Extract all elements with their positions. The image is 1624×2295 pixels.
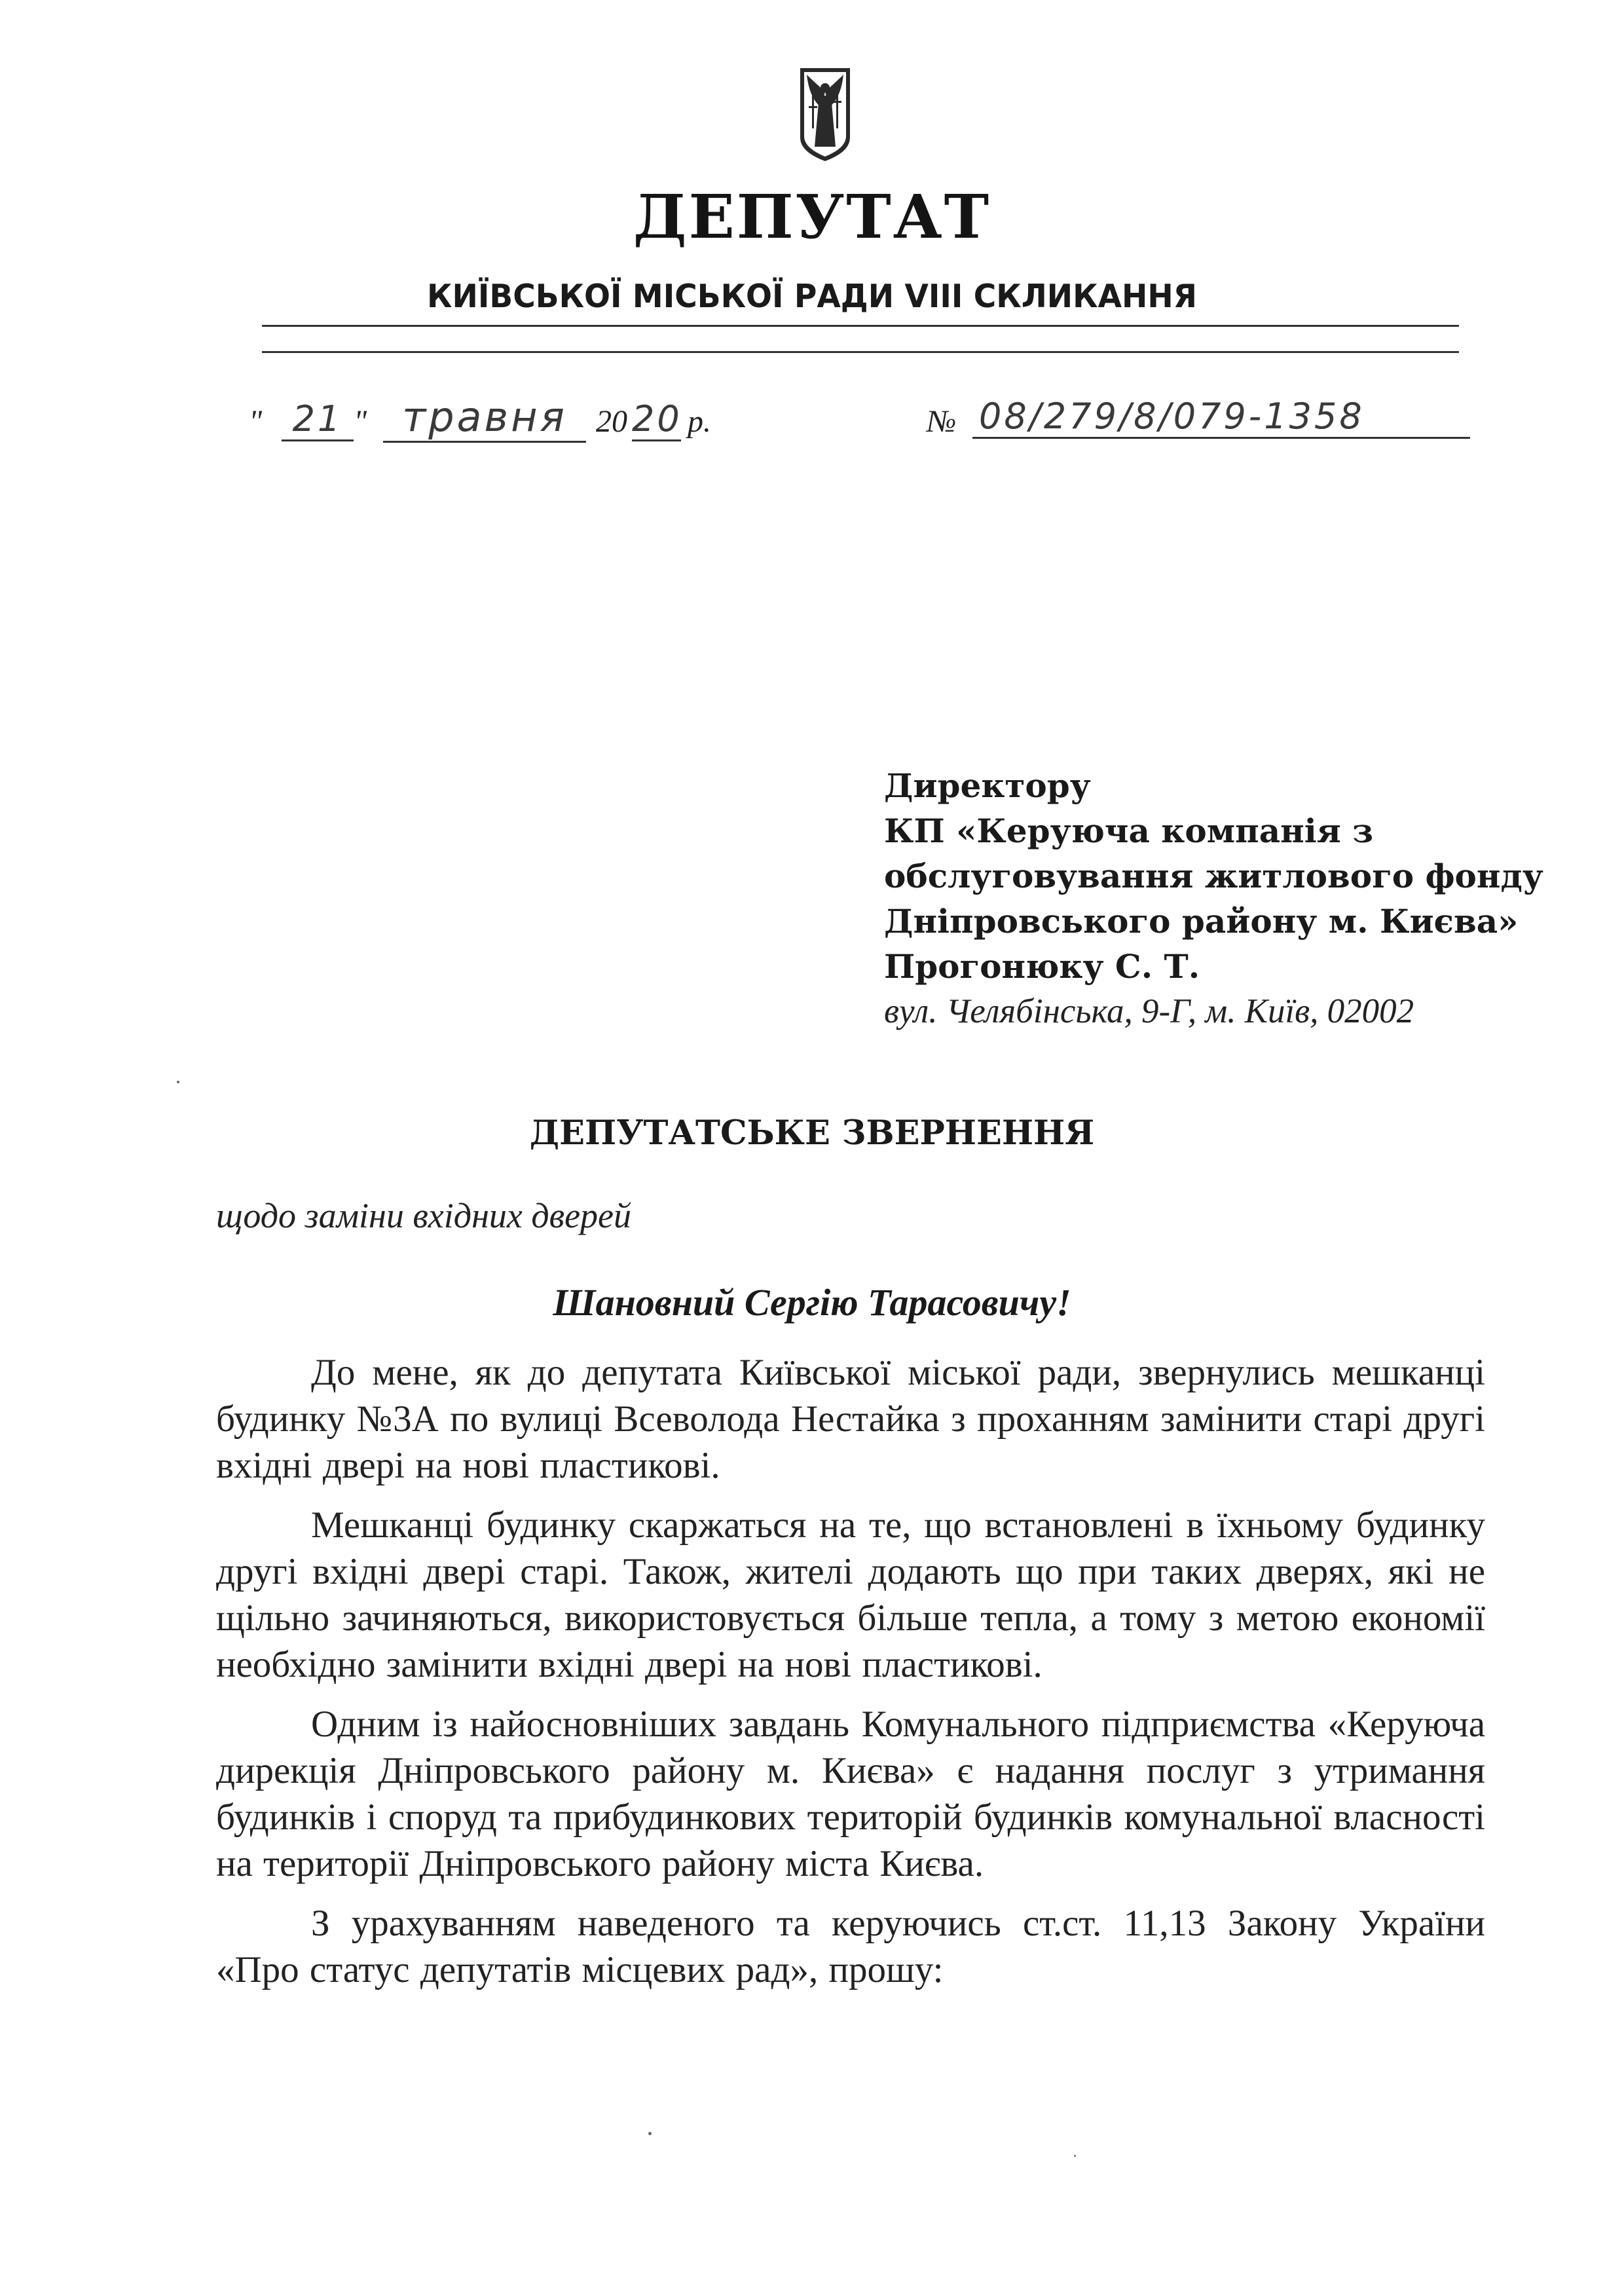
addressee-line: Дніпровського району м. Києва» <box>884 902 1519 941</box>
addressee-block <box>884 763 1543 1034</box>
header-divider-top <box>262 325 1459 327</box>
date-century: 20 <box>596 404 627 439</box>
number-label: № <box>927 404 957 439</box>
date-line <box>249 393 747 445</box>
addressee-line: КП «Керуюча компанія з <box>884 812 1374 850</box>
date-day: 21 <box>282 398 354 441</box>
addressee-line: обслуговування житлового фонду <box>884 857 1543 895</box>
addressee-line: Директору <box>884 766 1091 805</box>
salutation: Шановний Сергію Тарасовичу! <box>553 1281 1071 1324</box>
registration-number <box>927 393 1464 445</box>
page-title: ДЕПУТАТ <box>633 181 991 252</box>
date-suffix: р. <box>688 404 711 439</box>
header-divider-bottom <box>262 351 1459 353</box>
scan-speck <box>177 1081 179 1083</box>
addressee-address: вул. Челябінська, 9-Г, м. Київ, 02002 <box>884 992 1414 1030</box>
emblem-icon <box>798 65 853 164</box>
scan-speck <box>648 2132 652 2135</box>
scan-speck <box>1074 2155 1076 2157</box>
body-paragraph: З урахуванням наведеного та керуючись ст.ст. 11,13 Закону України «Про статус депутатів місцевих рад», прошу: <box>216 1903 1485 1990</box>
date-open-quote: " <box>249 404 263 439</box>
appeal-subject: щодо заміни вхідних дверей <box>216 1196 632 1235</box>
body-paragraph: Одним із найосновніших завдань Комунального підприємства «Керуюча дирекція Дніпровського району м. Києва» є надання послуг з утримання будинків і споруд та прибудинкових територій будинків комунальної власності на території Дніпровського району міста Києва. <box>216 1704 1485 1884</box>
body-paragraph: Мешканці будинку скаржаться на те, що встановлені в їхньому будинку другі вхідні двері старі. Також, жителі додають що при таких дверях, які не щільно зачиняються, використовується більше тепла, а тому з метою економії необхідно замінити вхідні двері на нові пластикові. <box>216 1504 1485 1685</box>
letter-body <box>216 1349 1485 2006</box>
date-close-quote: " <box>354 404 367 439</box>
appeal-title: ДЕПУТАТСЬКЕ ЗВЕРНЕННЯ <box>529 1113 1095 1153</box>
number-value: 08/279/8/079-1358 <box>972 396 1470 439</box>
council-subtitle: КИЇВСЬКОЇ МІСЬКОЇ РАДИ VIII СКЛИКАННЯ <box>427 278 1197 315</box>
date-month: травня <box>383 393 586 443</box>
date-year: 20 <box>632 398 681 441</box>
body-paragraph: До мене, як до депутата Київської міської ради, звернулись мешканці будинку №3А по вулиці Всеволода Нестайка з проханням замінити старі другі вхідні двері на нові пластикові. <box>216 1352 1485 1486</box>
addressee-name: Прогонюку С. Т. <box>884 947 1200 986</box>
